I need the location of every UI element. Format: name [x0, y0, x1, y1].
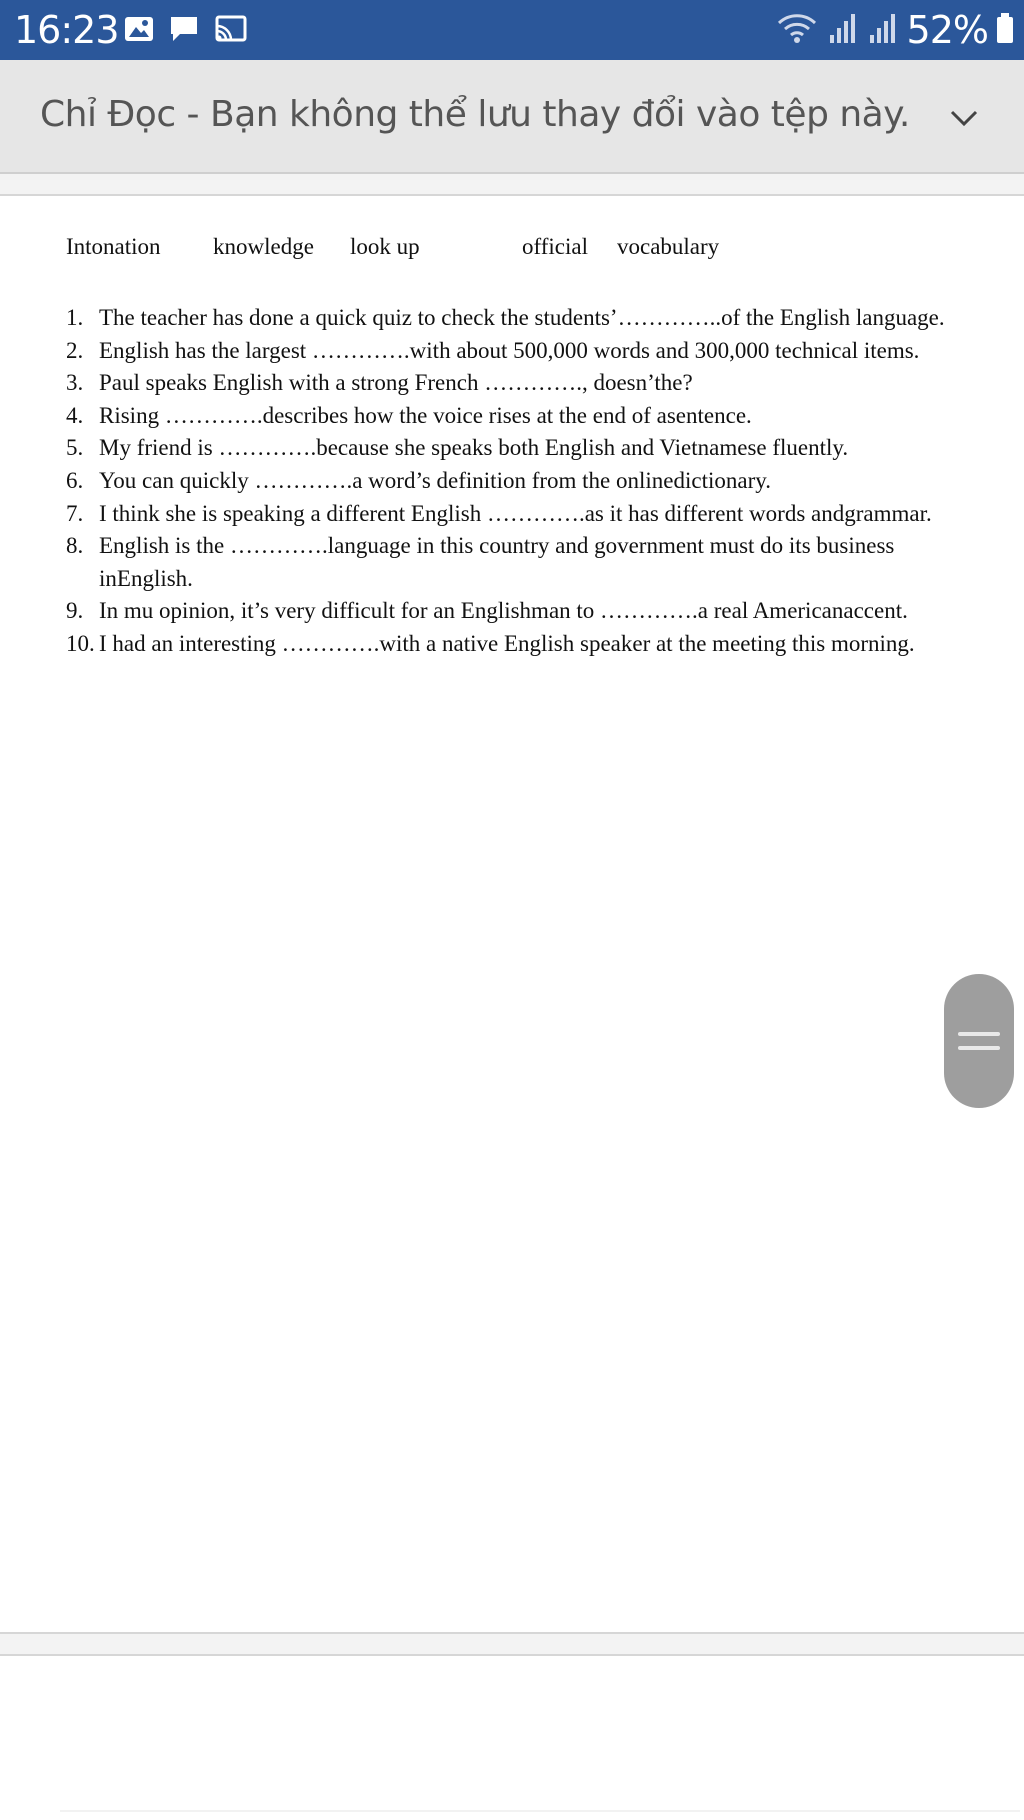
word-bank-item: Intonation	[66, 234, 161, 259]
item-number: 8.	[66, 533, 84, 559]
item-text: The teacher has done a quick quiz to check the students’…………..of the English language.	[99, 305, 945, 330]
item-number: 5.	[66, 435, 84, 461]
list-item	[66, 400, 946, 433]
status-notification-icons	[124, 14, 248, 48]
document-page	[0, 196, 1024, 1632]
item-number: 1.	[66, 305, 84, 330]
battery-icon	[996, 11, 1014, 49]
word-bank-item: vocabulary	[617, 234, 720, 259]
chevron-down-icon[interactable]	[948, 102, 980, 134]
list-item	[66, 498, 946, 531]
item-number: 10.	[66, 630, 95, 656]
cast-icon	[214, 14, 248, 48]
list-item	[66, 302, 946, 335]
status-system-icons	[775, 8, 1014, 52]
wifi-icon	[775, 11, 819, 49]
battery-percent: 52%	[906, 8, 988, 52]
list-item	[66, 465, 946, 498]
item-number: 7.	[66, 500, 84, 526]
item-number: 9.	[66, 598, 84, 624]
item-text: In mu opinion, it’s very difficult for an Englishman to ………….a real Americanaccent.	[99, 598, 908, 624]
message-icon	[168, 14, 200, 48]
read-only-banner	[0, 60, 1024, 174]
word-bank-item: official	[522, 234, 588, 259]
list-item	[66, 432, 946, 465]
item-number: 6.	[66, 467, 84, 493]
item-text: My friend is ………….because she speaks both English and Vietnamese fluently.	[99, 435, 849, 461]
word-bank-item: look up	[350, 234, 420, 259]
page-separator	[0, 174, 1024, 196]
item-text: I had an interesting ………….with a native English speaker at the meeting this morning.	[99, 630, 915, 656]
list-item	[66, 628, 946, 661]
signal-icon	[867, 11, 899, 49]
status-bar	[0, 0, 1024, 60]
list-item	[66, 335, 946, 368]
exercise-list	[66, 302, 946, 661]
list-item	[66, 595, 946, 628]
item-text: Paul speaks English with a strong French …………., doesn’the?	[99, 370, 693, 396]
status-time: 16:23	[14, 8, 119, 52]
image-icon	[124, 15, 154, 47]
word-bank-item: knowledge	[213, 234, 314, 259]
item-number: 2.	[66, 337, 84, 363]
scroll-handle[interactable]	[944, 974, 1014, 1108]
page-edge	[60, 1810, 1020, 1812]
signal-icon	[827, 11, 859, 49]
next-document-page	[0, 1656, 1024, 1820]
item-number: 3.	[66, 370, 84, 396]
item-number: 4.	[66, 402, 84, 428]
list-item	[66, 530, 946, 595]
list-item	[66, 367, 946, 400]
page-separator	[0, 1632, 1024, 1656]
read-only-message: Chỉ Đọc - Bạn không thể lưu thay đổi vào tệp này.	[40, 94, 910, 135]
item-text: English is the ………….language in this country and government must do its business inEnglish.	[99, 533, 895, 591]
item-text: English has the largest ………….with about 500,000 words and 300,000 technical items.	[99, 337, 920, 363]
item-text: You can quickly ………….a word’s definition from the onlinedictionary.	[99, 467, 772, 493]
item-text: Rising ………….describes how the voice rises at the end of asentence.	[99, 402, 752, 428]
item-text: I think she is speaking a different English ………….as it has different words andgrammar.	[99, 500, 932, 526]
